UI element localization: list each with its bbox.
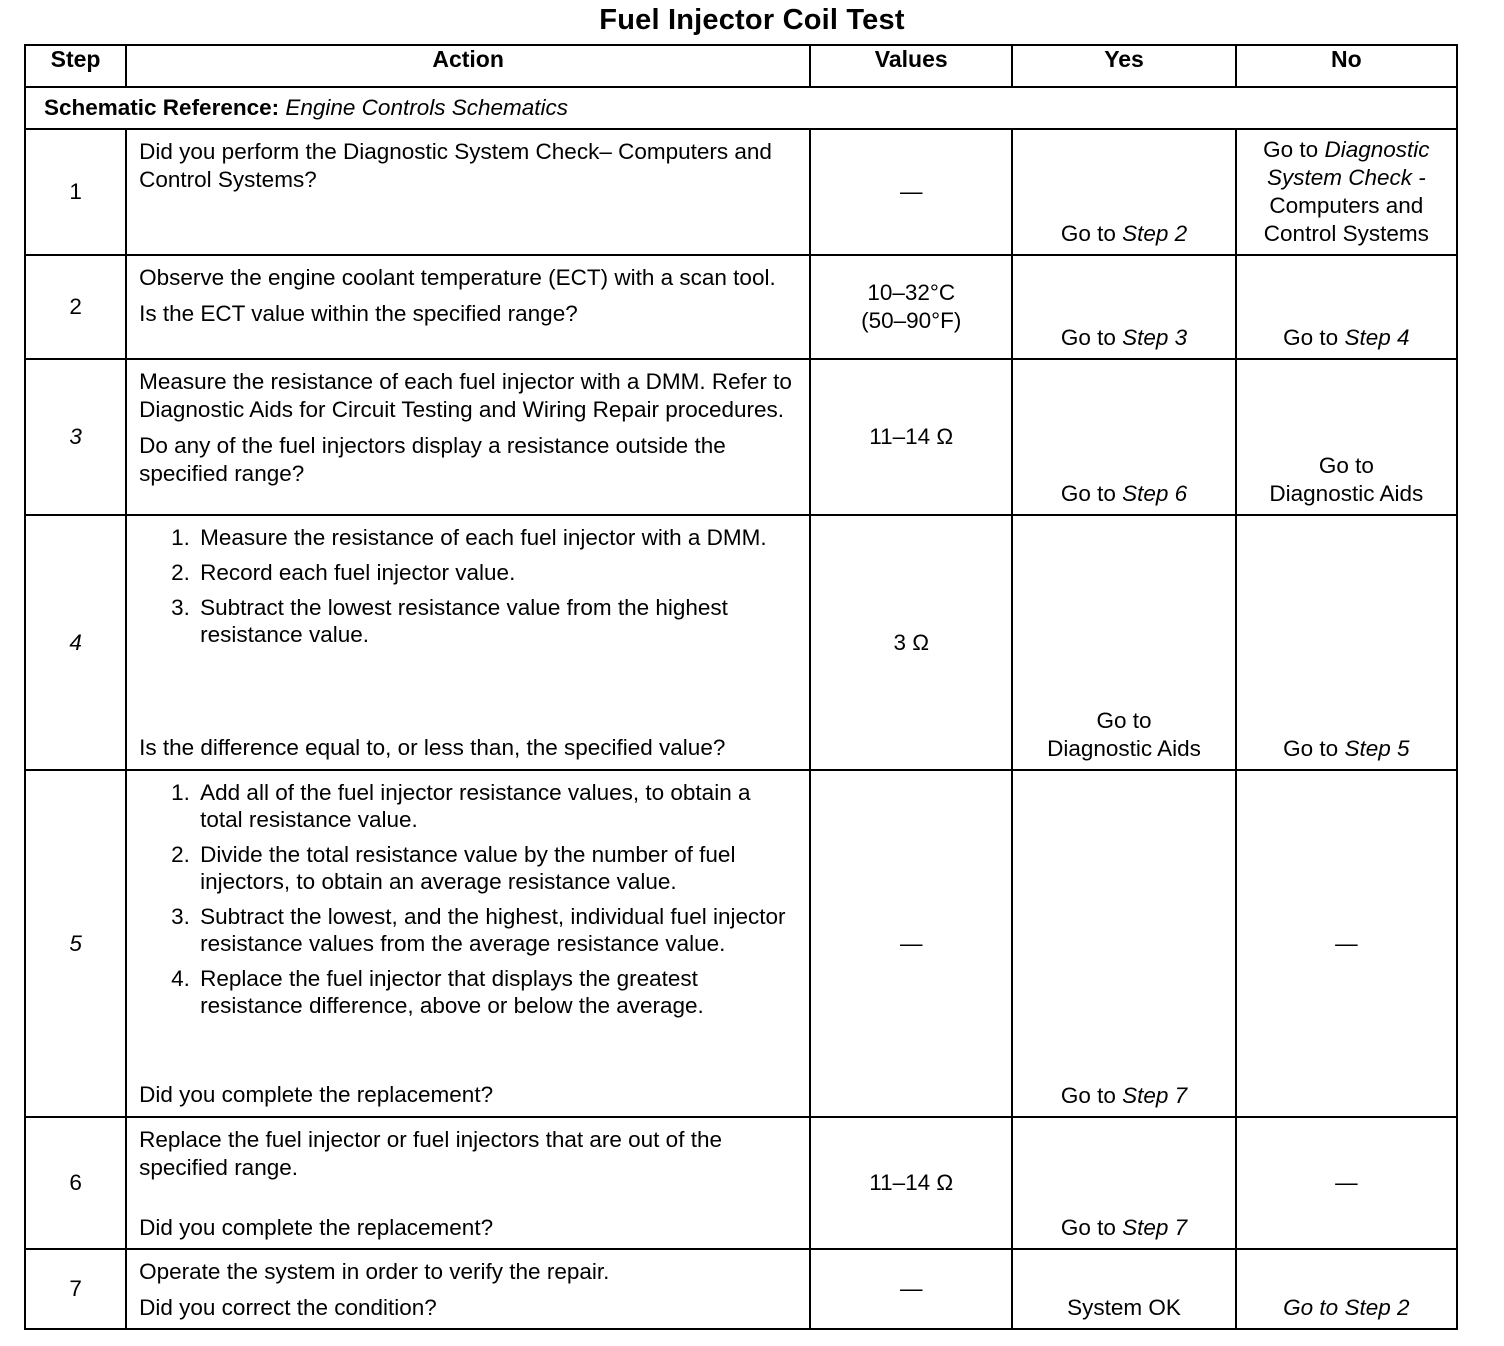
values-text: — bbox=[899, 179, 923, 204]
list-item: 2. Divide the total resistance value by the number of fuel injectors, to obtain an average resistance value. bbox=[196, 841, 799, 895]
yes-cell[interactable] bbox=[1012, 515, 1235, 770]
header-yes: Yes bbox=[1012, 45, 1235, 87]
table-row-step-3 bbox=[25, 359, 1457, 515]
no-link[interactable]: Go to Step 2 bbox=[1283, 1295, 1410, 1320]
action-cell bbox=[126, 129, 810, 255]
step-number: 2 bbox=[25, 255, 126, 359]
action-text: Measure the resistance of each fuel injector with a DMM. Refer to Diagnostic Aids for Circuit Testing and Wiring Repair procedures. bbox=[139, 369, 792, 422]
no-text: — bbox=[1335, 930, 1358, 956]
action-cell bbox=[126, 1249, 810, 1329]
yes-cell[interactable] bbox=[1012, 770, 1235, 1117]
yes-line-1: Go to bbox=[1096, 708, 1152, 733]
action-cell bbox=[126, 359, 810, 515]
values-cell bbox=[810, 770, 1012, 1117]
yes-cell[interactable] bbox=[1012, 1117, 1235, 1249]
action-cell bbox=[126, 255, 810, 359]
values-text: 3 Ω bbox=[893, 629, 930, 655]
yes-link[interactable]: Step 2 bbox=[1122, 221, 1188, 246]
action-text: Observe the engine coolant temperature (ECT) with a scan tool. bbox=[139, 265, 776, 290]
step-number: 7 bbox=[25, 1249, 126, 1329]
action-text: Operate the system in order to verify the repair. bbox=[139, 1259, 610, 1284]
values-cell bbox=[810, 255, 1012, 359]
list-item: 2. Record each fuel injector value. bbox=[196, 559, 799, 586]
schematic-label: Schematic Reference: bbox=[44, 95, 280, 120]
step-number: 3 bbox=[25, 359, 126, 515]
yes-link[interactable]: Step 6 bbox=[1122, 481, 1188, 506]
values-cell bbox=[810, 129, 1012, 255]
no-link[interactable]: Step 4 bbox=[1344, 325, 1410, 350]
no-line-2[interactable]: Diagnostic Aids bbox=[1269, 481, 1424, 506]
no-suffix: Computers and Control Systems bbox=[1263, 193, 1429, 246]
table-row-step-2 bbox=[25, 255, 1457, 359]
table-row-step-6 bbox=[25, 1117, 1457, 1249]
values-cell bbox=[810, 1117, 1012, 1249]
yes-cell[interactable] bbox=[1012, 255, 1235, 359]
table-row-step-5 bbox=[25, 770, 1457, 1117]
schematic-link[interactable]: Engine Controls Schematics bbox=[285, 95, 569, 120]
values-text: 11–14 Ω bbox=[869, 424, 954, 449]
header-action: Action bbox=[126, 45, 810, 87]
no-cell[interactable] bbox=[1236, 255, 1457, 359]
yes-prefix: Go to bbox=[1060, 481, 1123, 506]
values-cell bbox=[810, 359, 1012, 515]
no-cell bbox=[1236, 1117, 1457, 1249]
no-cell[interactable] bbox=[1236, 1249, 1457, 1329]
action-question: Do any of the fuel injectors display a resistance outside the specified range? bbox=[139, 433, 726, 486]
no-cell bbox=[1236, 770, 1457, 1117]
action-question: Did you complete the replacement? bbox=[139, 1082, 494, 1107]
header-values: Values bbox=[810, 45, 1012, 87]
action-text: Did you perform the Diagnostic System Check– Computers and Control Systems? bbox=[139, 139, 772, 192]
action-question: Did you correct the condition? bbox=[139, 1295, 437, 1320]
step-number: 6 bbox=[25, 1117, 126, 1249]
header-step: Step bbox=[25, 45, 126, 87]
yes-link[interactable]: Step 7 bbox=[1122, 1215, 1188, 1240]
values-cell bbox=[810, 1249, 1012, 1329]
step-number: 4 bbox=[25, 515, 126, 770]
yes-line-2[interactable]: Diagnostic Aids bbox=[1047, 736, 1201, 761]
table-row-step-1 bbox=[25, 129, 1457, 255]
values-text: — bbox=[899, 1276, 923, 1301]
header-no: No bbox=[1236, 45, 1457, 87]
yes-link[interactable]: Step 7 bbox=[1122, 1083, 1188, 1108]
no-cell[interactable] bbox=[1236, 515, 1457, 770]
yes-cell[interactable] bbox=[1012, 359, 1235, 515]
step-number: 1 bbox=[25, 129, 126, 255]
step-number: 5 bbox=[25, 770, 126, 1117]
no-line-1: Go to bbox=[1318, 453, 1374, 478]
action-question: Did you complete the replacement? bbox=[139, 1215, 494, 1240]
list-item: 4. Replace the fuel injector that displays the greatest resistance difference, above or below the average. bbox=[196, 965, 799, 1019]
yes-text: System OK bbox=[1067, 1295, 1181, 1320]
action-question: Is the difference equal to, or less than, the specified value? bbox=[139, 735, 726, 760]
yes-cell[interactable] bbox=[1012, 129, 1235, 255]
action-text: Replace the fuel injector or fuel injectors that are out of the specified range. bbox=[139, 1127, 722, 1180]
no-prefix: Go to bbox=[1283, 736, 1345, 761]
yes-prefix: Go to bbox=[1060, 1083, 1123, 1108]
yes-prefix: Go to bbox=[1060, 325, 1123, 350]
list-item: 3. Subtract the lowest resistance value from the highest resistance value. bbox=[196, 594, 799, 648]
list-item: 3. Subtract the lowest, and the highest, individual fuel injector resistance values from the average resistance value. bbox=[196, 903, 799, 957]
yes-prefix: Go to bbox=[1060, 221, 1123, 246]
header-row bbox=[25, 45, 1457, 87]
no-prefix: Go to bbox=[1263, 137, 1325, 162]
values-cell bbox=[810, 515, 1012, 770]
table-row-step-7 bbox=[25, 1249, 1457, 1329]
no-link[interactable]: Diagnostic System Check - bbox=[1266, 137, 1430, 190]
schematic-row bbox=[25, 87, 1457, 129]
yes-prefix: Go to bbox=[1060, 1215, 1123, 1240]
table-row-step-4 bbox=[25, 515, 1457, 770]
yes-link[interactable]: Step 3 bbox=[1122, 325, 1188, 350]
no-cell[interactable] bbox=[1236, 129, 1457, 255]
action-cell bbox=[126, 515, 810, 770]
yes-cell bbox=[1012, 1249, 1235, 1329]
list-item: 1. Add all of the fuel injector resistance values, to obtain a total resistance value. bbox=[196, 779, 799, 833]
action-cell bbox=[126, 770, 810, 1117]
action-cell bbox=[126, 1117, 810, 1249]
values-text: 11–14 Ω bbox=[869, 1170, 954, 1195]
no-link[interactable]: Step 5 bbox=[1344, 736, 1410, 761]
values-text: — bbox=[899, 930, 923, 956]
page-title: Fuel Injector Coil Test bbox=[599, 4, 905, 36]
values-line-2: (50–90°F) bbox=[861, 308, 962, 333]
list-item: 1. Measure the resistance of each fuel injector with a DMM. bbox=[196, 524, 799, 551]
action-question: Is the ECT value within the specified range? bbox=[139, 301, 578, 326]
no-prefix: Go to bbox=[1283, 325, 1345, 350]
diagnostic-table bbox=[24, 44, 1458, 1330]
action-steps-list bbox=[139, 524, 799, 656]
values-line-1: 10–32°C bbox=[867, 280, 956, 305]
action-steps-list bbox=[139, 779, 799, 1027]
no-cell[interactable] bbox=[1236, 359, 1457, 515]
no-text: — bbox=[1335, 1170, 1358, 1195]
schematic-reference bbox=[25, 87, 1457, 129]
